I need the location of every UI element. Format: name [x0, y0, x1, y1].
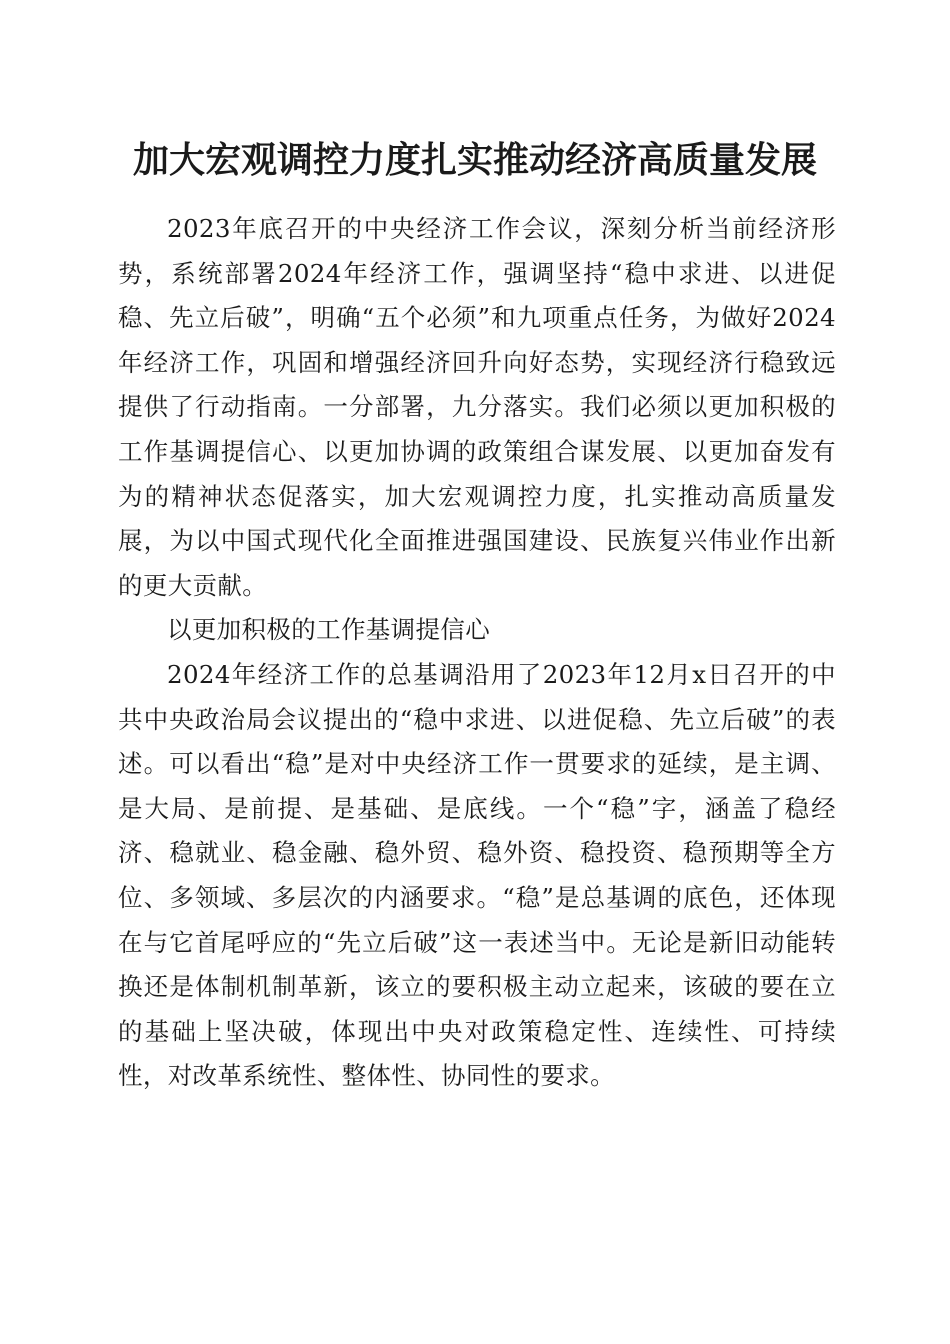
- intro-paragraph: 2023年底召开的中央经济工作会议，深刻分析当前经济形势，系统部署2024年经济工作，强调坚持“稳中求进、以进促稳、先立后破”，明确“五个必须”和九项重点任务，为做好2024年经济工作，巩固和增强经济回升向好态势，实现经济行稳致远提供了行动指南。一分部署，九分落实。我们必须以更加积极的工作基调提信心、以更加协调的政策组合谋发展、以更加奋发有为的精神状态促落实，加大宏观调控力度，扎实推动高质量发展，为以中国式现代化全面推进强国建设、民族复兴伟业作出新的更大贡献。: [118, 214, 836, 600]
- document-body: [118, 207, 836, 1099]
- section-paragraph: 2024年经济工作的总基调沿用了2023年12月x日召开的中共中央政治局会议提出的“稳中求进、以进促稳、先立后破”的表述。可以看出“稳”是对中央经济工作一贯要求的延续，是主调、是大局、是前提、是基础、是底线。一个“稳”字，涵盖了稳经济、稳就业、稳金融、稳外贸、稳外资、稳投资、稳预期等全方位、多领域、多层次的内涵要求。“稳”是总基调的底色，还体现在与它首尾呼应的“先立后破”这一表述当中。无论是新旧动能转换还是体制机制革新，该立的要积极主动立起来，该破的要在立的基础上坚决破，体现出中央对政策稳定性、连续性、可持续性，对改革系统性、整体性、协同性的要求。: [118, 659, 836, 1091]
- section-heading: 以更加积极的工作基调提信心: [167, 615, 491, 645]
- document-title: 加大宏观调控力度扎实推动经济高质量发展: [132, 139, 817, 181]
